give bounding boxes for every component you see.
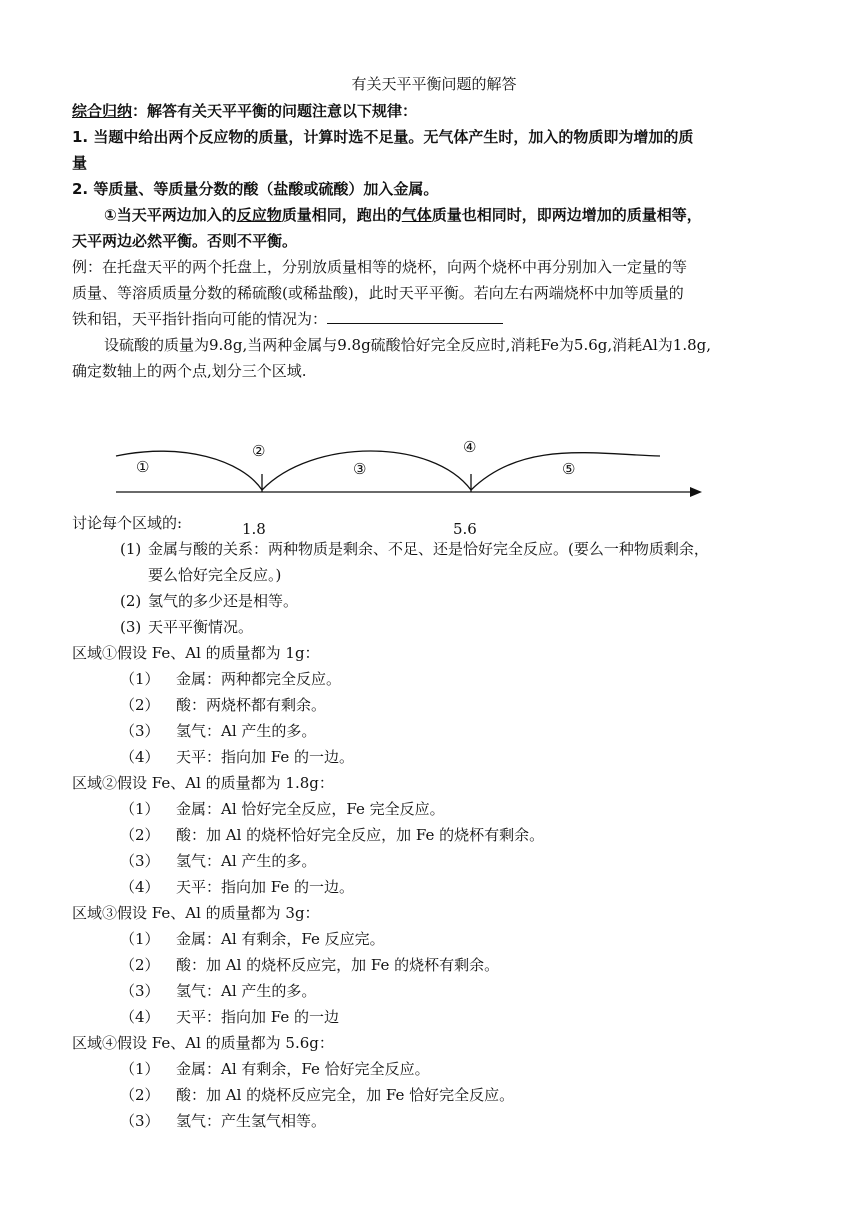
- row-text: 氢气：Al 产生的多。: [176, 982, 317, 1000]
- discuss-item-text: 金属与酸的关系：两种物质是剩余、不足、还是恰好完全反应。(要么一种物质剩余，: [148, 540, 709, 558]
- assume-line1: 设硫酸的质量为9.8g,当两种金属与9.8g硫酸恰好完全反应时,消耗Fe为5.6g,消耗Al为1.8g,: [104, 336, 711, 354]
- region-2-section: [72, 770, 796, 900]
- rule1-line1: 1. 当题中给出两个反应物的质量，计算时选不足量。无气体产生时，加入的物质即为增加的质: [72, 128, 694, 146]
- row-text: 金属：Al 有剩余，Fe 反应完。: [176, 930, 385, 948]
- discuss-heading-text: 讨论每个区域的:: [72, 514, 183, 532]
- row-text: 氢气：产生氢气相等。: [176, 1112, 327, 1130]
- assume-line2: 确定数轴上的两个点,划分三个区域.: [72, 362, 307, 380]
- discuss-item-2: [72, 588, 796, 614]
- row-num: （3）: [120, 722, 160, 740]
- row-text: 天平：指向加 Fe 的一边。: [176, 878, 355, 896]
- row-num: （2）: [120, 826, 160, 844]
- row-num: （1）: [120, 930, 160, 948]
- rule2-line2: 天平两边必然平衡。否则不平衡。: [72, 232, 298, 250]
- region-heading: 区域③假设 Fe、Al 的质量都为 3g：: [72, 904, 320, 922]
- region-row: [72, 1108, 796, 1134]
- row-text: 酸：两烧杯都有剩余。: [176, 696, 327, 714]
- example-line2: 质量、等溶质质量分数的稀硫酸(或稀盐酸)，此时天平平衡。若向左右两端烧杯中加等质量的: [72, 284, 684, 302]
- discussion-section: [72, 510, 796, 640]
- region-label-2: ②: [252, 442, 266, 460]
- row-num: （2）: [120, 1086, 160, 1104]
- example-line1: 例：在托盘天平的两个托盘上，分别放质量相等的烧杯，向两个烧杯中再分别加入一定量的等: [72, 258, 688, 276]
- region-row: [72, 1004, 796, 1030]
- example-line3: [72, 306, 796, 332]
- summary-text: ：解答有关天平平衡的问题注意以下规律：: [132, 102, 418, 120]
- region-heading: 区域④假设 Fe、Al 的质量都为 5.6g：: [72, 1034, 334, 1052]
- number-line-diagram: [72, 440, 796, 510]
- rule2-text-c: 质量也相同时，即两边增加的质量相等，: [431, 206, 702, 224]
- region-row: [72, 1082, 796, 1108]
- region-row: [72, 952, 796, 978]
- region-row: [72, 796, 796, 822]
- row-text: 酸：加 Al 的烧杯恰好完全反应，加 Fe 的烧杯有剩余。: [176, 826, 545, 844]
- row-text: 天平：指向加 Fe 的一边。: [176, 748, 355, 766]
- summary-line: [72, 98, 796, 124]
- row-text: 天平：指向加 Fe 的一边: [176, 1008, 340, 1026]
- tick-label-5-6: 5.6: [453, 520, 477, 538]
- discuss-item-num: (3): [120, 618, 142, 636]
- discuss-item-1-cont: [72, 562, 796, 588]
- region-3-section: [72, 900, 796, 1030]
- summary-label: 综合归纳: [72, 102, 133, 120]
- row-num: （1）: [120, 800, 160, 818]
- row-num: （1）: [120, 1060, 160, 1078]
- row-num: （3）: [120, 852, 160, 870]
- region-row: [72, 692, 796, 718]
- answer-blank: [327, 309, 503, 324]
- region-label-3: ③: [353, 460, 367, 478]
- row-text: 氢气：Al 产生的多。: [176, 852, 317, 870]
- row-text: 氢气：Al 产生的多。: [176, 722, 317, 740]
- discuss-item-3: [72, 614, 796, 640]
- axis-arrow: [690, 487, 702, 497]
- region-row: [72, 848, 796, 874]
- region-row: [72, 874, 796, 900]
- row-text: 金属：Al 恰好完全反应，Fe 完全反应。: [176, 800, 445, 818]
- rule1-line2: 量: [72, 154, 88, 172]
- region-row: [72, 822, 796, 848]
- region-row: [72, 978, 796, 1004]
- region-label-5: ⑤: [562, 460, 576, 478]
- row-num: （1）: [120, 670, 160, 688]
- region-label-4: ④: [463, 438, 477, 456]
- arc-region-3: [262, 451, 471, 490]
- rule2-text-b: 质量相同，跑出的: [281, 206, 402, 224]
- region-row: [72, 926, 796, 952]
- discuss-item-text: 氢气的多少还是相等。: [148, 592, 299, 610]
- row-text: 金属：Al 有剩余，Fe 恰好完全反应。: [176, 1060, 430, 1078]
- region-heading: 区域②假设 Fe、Al 的质量都为 1.8g：: [72, 774, 334, 792]
- discuss-item-text-cont: 要么恰好完全反应。): [148, 566, 282, 584]
- row-text: 酸：加 Al 的烧杯反应完，加 Fe 的烧杯有剩余。: [176, 956, 500, 974]
- discuss-item-text: 天平平衡情况。: [148, 618, 254, 636]
- discuss-heading: [72, 510, 796, 536]
- row-num: （4）: [120, 1008, 160, 1026]
- tick-label-1-8: 1.8: [242, 520, 266, 538]
- discuss-item-num: (1): [120, 540, 142, 558]
- row-num: （2）: [120, 956, 160, 974]
- discuss-item-1: [72, 536, 796, 562]
- example-line3-text: 铁和铝，天平指针指向可能的情况为：: [72, 310, 328, 328]
- region-4-section: [72, 1030, 796, 1134]
- row-text: 金属：两种都完全反应。: [176, 670, 342, 688]
- rule2-underline-reactant: 反应物: [236, 206, 282, 224]
- rule2-heading: 2. 等质量、等质量分数的酸（盐酸或硫酸）加入金属。: [72, 180, 439, 198]
- region-row: [72, 718, 796, 744]
- row-num: （4）: [120, 748, 160, 766]
- number-line-svg: [72, 440, 796, 510]
- rule2-underline-gas: 气体: [401, 206, 432, 224]
- region-row: [72, 744, 796, 770]
- row-text: 酸：加 Al 的烧杯反应完全，加 Fe 恰好完全反应。: [176, 1086, 515, 1104]
- page-title: 有关天平平衡问题的解答: [351, 75, 517, 93]
- region-row: [72, 1056, 796, 1082]
- row-num: （2）: [120, 696, 160, 714]
- document-page: [72, 72, 796, 1134]
- rule2-text-a: ①当天平两边加入的: [104, 206, 237, 224]
- region-heading: 区域①假设 Fe、Al 的质量都为 1g：: [72, 644, 320, 662]
- region-label-1: ①: [136, 458, 150, 476]
- row-num: （3）: [120, 1112, 160, 1130]
- region-1-section: [72, 640, 796, 770]
- discuss-item-num: (2): [120, 592, 142, 610]
- rule2-paragraph: [72, 202, 796, 228]
- row-num: （3）: [120, 982, 160, 1000]
- row-num: （4）: [120, 878, 160, 896]
- region-row: [72, 666, 796, 692]
